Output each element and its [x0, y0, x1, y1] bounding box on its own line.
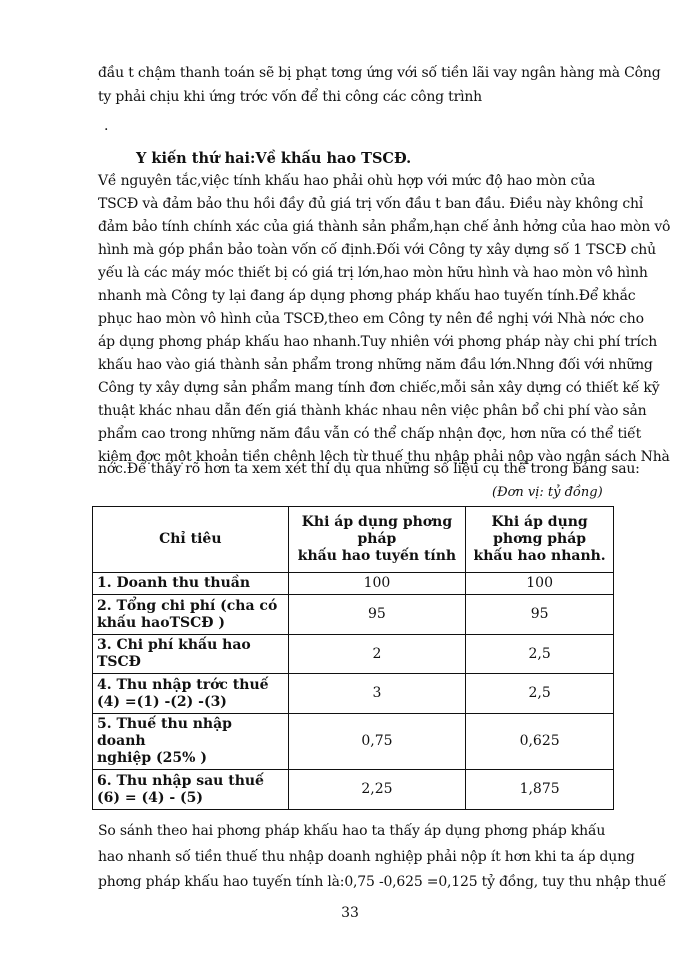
paragraph-line: yếu là các máy móc thiết bị có giá trị lớn,hao mòn hữu hình và hao mòn vô hình: [98, 265, 648, 281]
paragraph-line: Công ty xây dựng sản phẩm mang tính đơn chiếc,mỗi sản xây dựng có thiết kế kỹ: [98, 380, 660, 396]
paragraph-line: khấu hao vào giá thành sản phẩm trong những năm đầu lớn.Nhng đối với những: [98, 357, 653, 373]
table-row: [93, 595, 614, 635]
value-accelerated: 95: [466, 595, 614, 635]
header-cell: Khi áp dụng phơng pháp khấu hao tuyến tính: [288, 507, 466, 573]
value-accelerated: 2,5: [466, 674, 614, 714]
value-linear: 2,25: [288, 770, 466, 810]
value-accelerated: 0,625: [466, 714, 614, 770]
paragraph-line: nhanh mà Công ty lại đang áp dụng phơng pháp khấu hao tuyến tính.Để khắc: [98, 288, 636, 304]
unit-note: (Đơn vị: tỷ đồng): [492, 485, 603, 500]
value-linear: 100: [288, 573, 466, 595]
table-row: [93, 573, 614, 595]
row-label: 2. Tổng chi phí (cha có khấu haoTSCĐ ): [93, 595, 289, 635]
paragraph-line: kiệm đợc một khoản tiền chênh lệch từ thuế thu nhập phải nộp vào ngân sách Nhà: [98, 449, 670, 465]
header-cell: Khi áp dụng phơng pháp khấu hao nhanh.: [466, 507, 614, 573]
paragraph-line: áp dụng phơng pháp khấu hao nhanh.Tuy nhiên với phơng pháp này chi phí trích: [98, 334, 658, 350]
comparison-table: [92, 506, 614, 810]
bullet-dot: .: [104, 118, 109, 134]
table-row: [93, 770, 614, 810]
value-linear: 0,75: [288, 714, 466, 770]
table-row: [93, 635, 614, 674]
paragraph-line: phẩm cao trong những năm đầu vẫn có thể chấp nhận đợc, hơn nữa có thể tiết: [98, 426, 642, 442]
paragraph-line: thuật khác nhau dẫn đến giá thành khác nhau nên việc phân bổ chi phí vào sản: [98, 403, 647, 419]
paragraph-line: So sánh theo hai phơng pháp khấu hao ta thấy áp dụng phơng pháp khấu: [98, 823, 606, 839]
paragraph-line: phơng pháp khấu hao tuyến tính là:0,75 -0,625 =0,125 tỷ đồng, tuy thu nhập thuế: [98, 874, 667, 890]
paragraph-line: Về nguyên tắc,việc tính khấu hao phải ohù hợp với mức độ hao mòn của: [98, 173, 596, 189]
paragraph-line: ty phải chịu khi ứng trớc vốn để thi công các công trình: [98, 89, 482, 105]
table-row: [93, 674, 614, 714]
section-heading: Y kiến thứ hai:Về khấu hao TSCĐ.: [136, 150, 412, 167]
paragraph-line: phục hao mòn vô hình của TSCĐ,theo em Công ty nên đề nghị với Nhà nớc cho: [98, 311, 644, 327]
value-linear: 3: [288, 674, 466, 714]
row-label: 5. Thuế thu nhập doanh nghiệp (25% ): [93, 714, 289, 770]
paragraph-line: hao nhanh số tiền thuế thu nhập doanh nghiệp phải nộp ít hơn khi ta áp dụng: [98, 849, 635, 865]
row-label: 1. Doanh thu thuần: [93, 573, 289, 595]
row-label: 4. Thu nhập trớc thuế (4) =(1) -(2) -(3): [93, 674, 289, 714]
table-header-row: [93, 507, 614, 573]
paragraph-line: đảm bảo tính chính xác của giá thành sản phẩm,hạn chế ảnh hởng của hao mòn vô: [98, 219, 671, 235]
value-linear: 95: [288, 595, 466, 635]
page-number: 33: [341, 905, 359, 921]
header-cell: Chỉ tiêu: [93, 507, 289, 573]
paragraph-line: đầu t chậm thanh toán sẽ bị phạt tơng ứng với số tiền lãi vay ngân hàng mà Công: [98, 65, 661, 81]
paragraph-line: hình mà góp phần bảo toàn vốn cố định.Đối với Công ty xây dựng số 1 TSCĐ chủ: [98, 242, 656, 258]
paragraph-line: TSCĐ và đảm bảo thu hồi đầy đủ giá trị vốn đầu t ban đầu. Điều này không chỉ: [98, 196, 644, 212]
value-linear: 2: [288, 635, 466, 674]
paragraph-line: nớc.Để thấy rõ hơn ta xem xét thí dụ qua những số liệu cụ thể trong bảng sau:: [98, 461, 640, 477]
row-label: 3. Chi phí khấu hao TSCĐ: [93, 635, 289, 674]
table-row: [93, 714, 614, 770]
value-accelerated: 100: [466, 573, 614, 595]
row-label: 6. Thu nhập sau thuế (6) = (4) - (5): [93, 770, 289, 810]
value-accelerated: 2,5: [466, 635, 614, 674]
value-accelerated: 1,875: [466, 770, 614, 810]
